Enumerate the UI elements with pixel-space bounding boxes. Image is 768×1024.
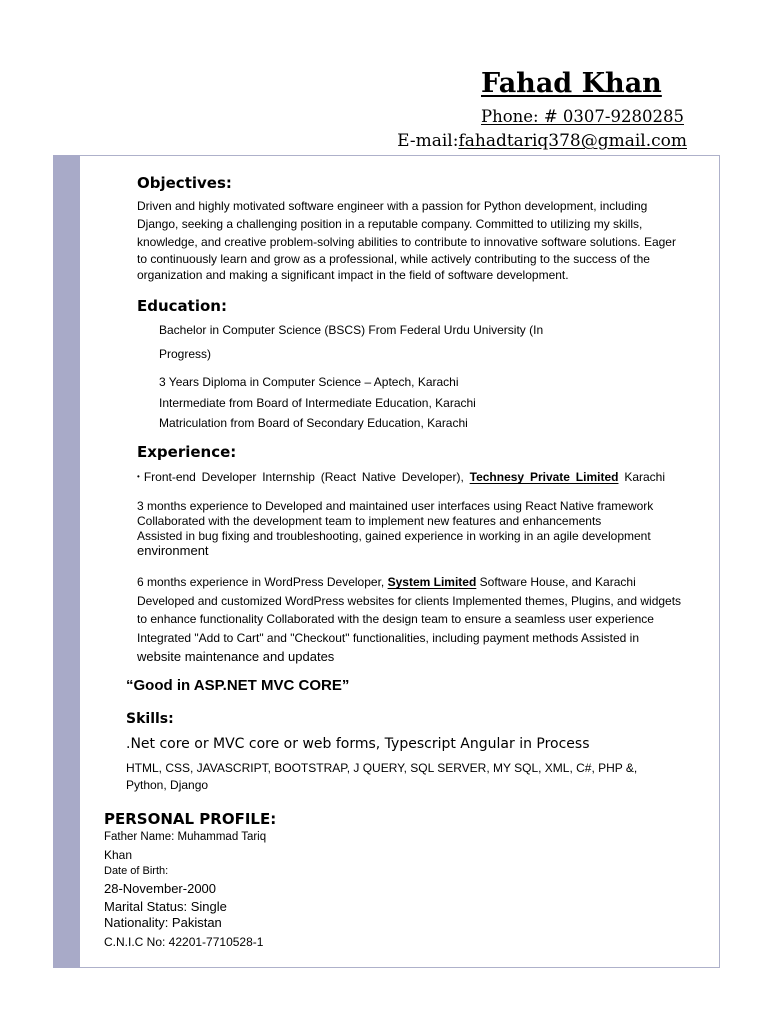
experience-detail-line: website maintenance and updates (137, 649, 335, 664)
experience-detail-line: 3 months experience to Developed and maintained user interfaces using React Native framework (137, 499, 654, 513)
email-label: E-mail: (397, 131, 459, 151)
experience-item-wordpress (137, 574, 636, 590)
education-line: 3 Years Diploma in Computer Science – Aptech, Karachi (159, 375, 459, 389)
objective-line: Django, seeking a challenging position in a reputable company. Committed to utilizing my skills, (137, 217, 643, 231)
experience-location: Karachi (624, 470, 666, 484)
profile-line: Nationality: Pakistan (104, 915, 222, 930)
experience-item-internship (137, 469, 665, 485)
candidate-name: Fahad Khan (481, 68, 662, 99)
profile-line: Date of Birth: (104, 865, 169, 877)
phone-number: Phone: # 0307-9280285 (481, 107, 684, 126)
accent-sidebar-bar (53, 155, 80, 968)
experience-heading: Experience: (137, 443, 237, 461)
objective-line: knowledge, and creative problem-solving abilities to contribute to innovative software solutions. Eager (137, 235, 676, 249)
profile-line: Father Name: Muhammad Tariq (104, 831, 267, 843)
experience-detail-line: to enhance functionality Collaborated with the design team to ensure a seamless user experience (137, 612, 654, 626)
profile-line: 28-November-2000 (104, 881, 217, 896)
experience-detail-line: environment (137, 543, 209, 558)
experience-detail-line: Developed and customized WordPress websites for clients Implemented themes, Plugins, and widgets (137, 594, 682, 608)
experience-company: System Limited (387, 575, 477, 589)
skills-heading: Skills: (126, 711, 174, 727)
education-heading: Education: (137, 297, 227, 315)
profile-line: Khan (104, 848, 133, 862)
profile-line: C.N.I.C No: 42201-7710528-1 (104, 935, 264, 949)
objective-line: to continuously learn and grow as a professional, while actively contributing to the success of the (137, 252, 650, 266)
objectives-heading: Objectives: (137, 174, 232, 192)
experience-company: Technesy Private Limited (469, 470, 619, 484)
education-line: Progress) (159, 347, 212, 361)
experience-role: 6 months experience in WordPress Developer, (137, 575, 385, 589)
bullet-icon: • (137, 472, 140, 481)
education-line: Matriculation from Board of Secondary Education, Karachi (159, 416, 468, 430)
email-row (397, 131, 687, 151)
education-line: Intermediate from Board of Intermediate Education, Karachi (159, 396, 476, 410)
education-line: Bachelor in Computer Science (BSCS) From Federal Urdu University (In (159, 323, 544, 337)
experience-role: Front-end Developer Internship (React Native Developer), (143, 470, 464, 484)
experience-detail-line: Assisted in bug fixing and troubleshooting, gained experience in working in an agile development (137, 529, 651, 543)
skills-line: Python, Django (126, 778, 209, 792)
objective-line: organization and making a significant impact in the field of software development. (137, 268, 569, 282)
skills-line: HTML, CSS, JAVASCRIPT, BOOTSTRAP, J QUERY, SQL SERVER, MY SQL, XML, C#, PHP &, (126, 761, 638, 775)
profile-line: Marital Status: Single (104, 899, 227, 914)
highlight-quote: “Good in ASP.NET MVC CORE” (126, 677, 350, 694)
email-link[interactable]: fahadtariq378@gmail.com (458, 131, 687, 151)
experience-detail-line: Collaborated with the development team to implement new features and enhancements (137, 514, 602, 528)
experience-detail-line: Integrated "Add to Cart" and "Checkout" functionalities, including payment methods Assisted in (137, 631, 639, 645)
objective-line: Driven and highly motivated software engineer with a passion for Python development, including (137, 199, 648, 213)
personal-profile-heading: PERSONAL PROFILE: (104, 810, 277, 828)
skills-line: .Net core or MVC core or web forms, Typescript Angular in Process (126, 736, 590, 752)
experience-location: Software House, and Karachi (479, 575, 636, 589)
